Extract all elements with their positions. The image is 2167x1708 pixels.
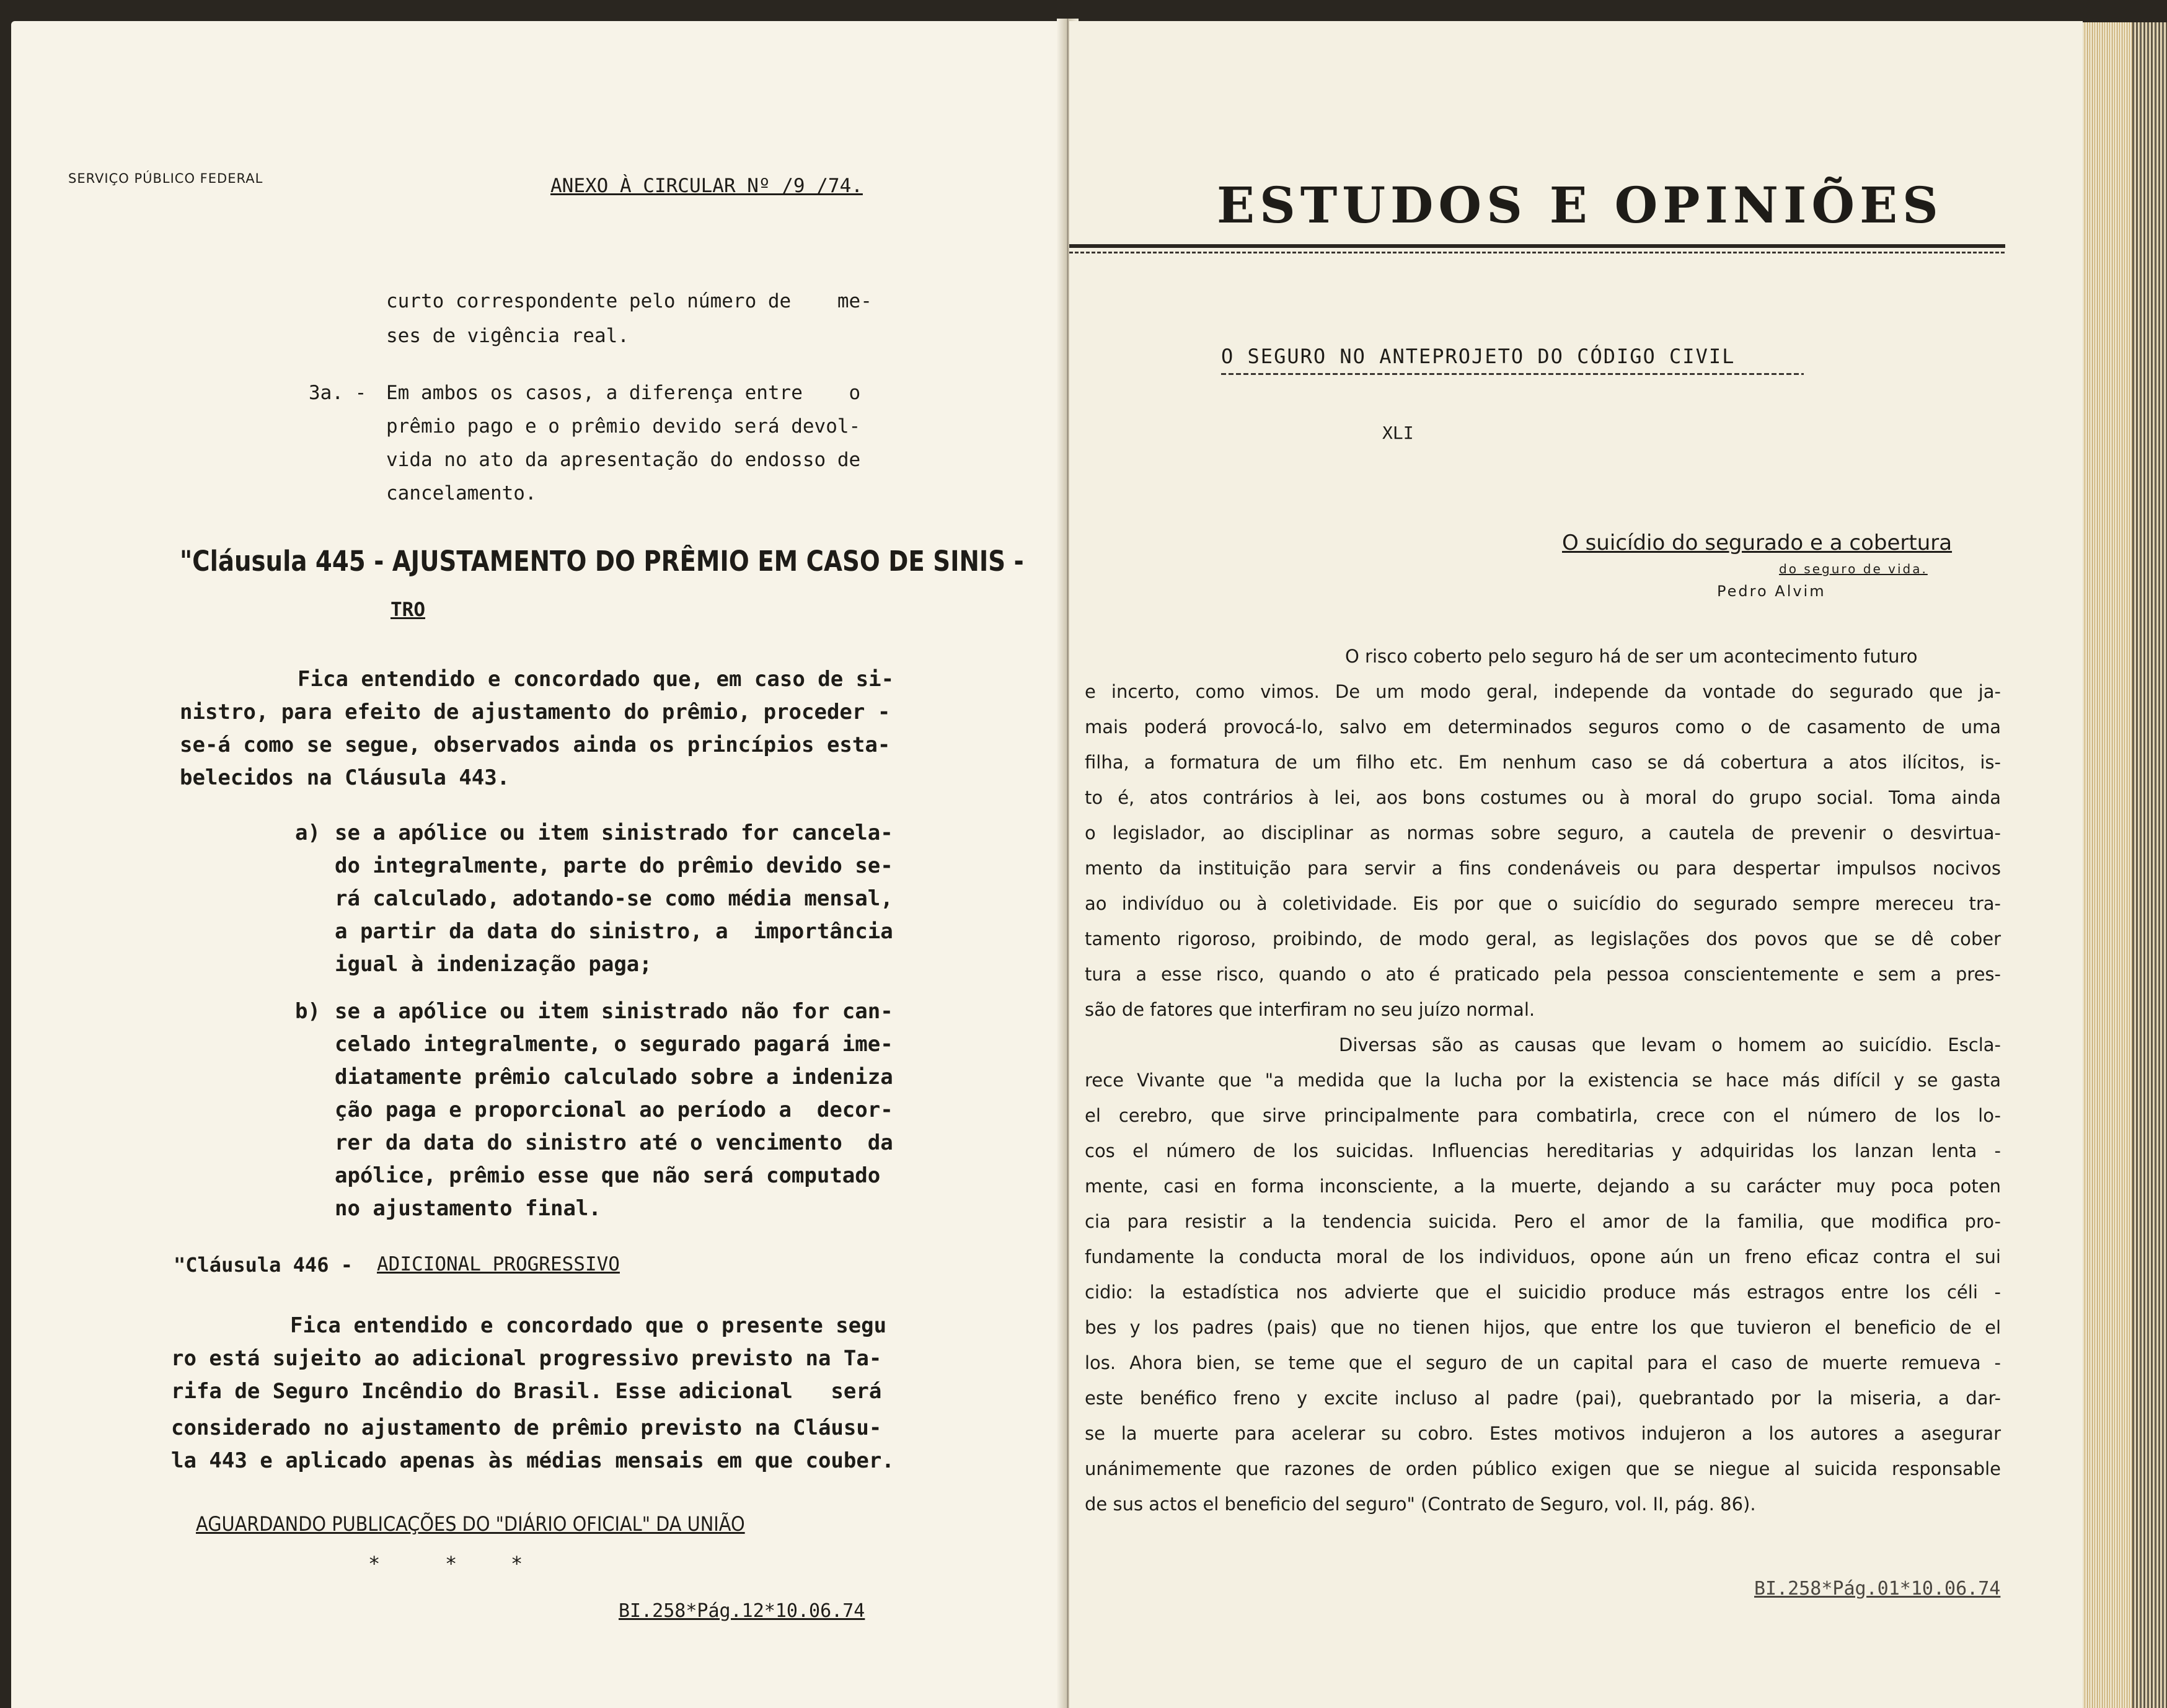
body-line: fundamente la conducta moral de los individuos, opone aún un freno eficaz contra el sui: [1085, 1246, 2001, 1267]
body-line: de sus actos el beneficio del seguro" (Contrato de Seguro, vol. II, pág. 86).: [1085, 1494, 1756, 1515]
header-agency: SERVIÇO PÚBLICO FEDERAL: [68, 171, 263, 186]
body-line: e incerto, como vimos. De um modo geral, independe da vontade do segurado que ja-: [1085, 681, 2001, 702]
masthead-title: ESTUDOS E OPINIÕES: [1217, 176, 1943, 234]
clause-446-title: ADICIONAL PROGRESSIVO: [377, 1253, 620, 1275]
text-line: se-á como se segue, observados ainda os princípios esta-: [180, 733, 891, 757]
publication-note: AGUARDANDO PUBLICAÇÕES DO "DIÁRIO OFICIAL" DA UNIÃO: [196, 1512, 745, 1536]
body-line: ao indivíduo ou à coletividade. Eis por que o suicídio do segurado sempre mereceu tra-: [1085, 893, 2001, 914]
body-line: rece Vivante que "a medida que la lucha por la existencia se hace más difícil y se gasta: [1085, 1070, 2001, 1091]
body-line: to é, atos contrários à lei, aos bons costumes ou à moral do grupo social. Toma ainda: [1085, 787, 2001, 808]
text-line: ro está sujeito ao adicional progressivo previsto na Ta-: [171, 1346, 882, 1371]
star: *: [368, 1552, 381, 1575]
text-line: apólice, prêmio esse que não será computado: [335, 1163, 881, 1188]
page-edges-dark: [2132, 22, 2167, 1708]
masthead-rule: [1069, 244, 2005, 248]
text-line: igual à indenização paga;: [335, 952, 652, 977]
text-line: ção paga e proporcional ao período a decor-: [335, 1098, 893, 1122]
body-line: tamento rigoroso, proibindo, de modo geral, as legislações dos povos que se dê cober: [1085, 928, 2001, 949]
body-line: Diversas são as causas que levam o homem ao suicídio. Escla-: [1339, 1034, 2001, 1055]
text-line: vida no ato da apresentação do endosso de: [386, 449, 861, 471]
page-reference: BI.258*Pág.12*10.06.74: [619, 1600, 865, 1622]
clause-446-prefix: "Cláusula 446 -: [174, 1253, 365, 1277]
text-line: Em ambos os casos, a diferença entre o: [386, 382, 861, 404]
series-title: O SEGURO NO ANTEPROJETO DO CÓDIGO CIVIL: [1221, 345, 1736, 368]
text-line: rer da data do sinistro até o vencimento da: [335, 1130, 893, 1155]
left-page: [11, 21, 1065, 1708]
text-line: a partir da data do sinistro, a importância: [335, 919, 893, 944]
body-line: unánimemente que razones de orden público exigen que se niegue al suicida responsable: [1085, 1458, 2001, 1479]
series-title-rule: [1221, 373, 1804, 375]
page-reference: BI.258*Pág.01*10.06.74: [1754, 1578, 2001, 1600]
text-line: prêmio pago e o prêmio devido será devol-: [386, 415, 861, 438]
header-annex: ANEXO À CIRCULAR Nº /9 /74.: [550, 175, 863, 197]
text-line: Fica entendido e concordado que o presente segu: [290, 1313, 887, 1338]
body-line: o legislador, ao disciplinar as normas sobre seguro, a cautela de prevenir o desvirtua-: [1085, 822, 2001, 843]
body-line: cia para resistir a la tendencia suicida. Pero el amor de la familia, que modifica pro-: [1085, 1211, 2001, 1232]
clause-445-title-cont: TRO: [391, 599, 425, 621]
text-line: considerado no ajustamento de prêmio previsto na Cláusu-: [171, 1415, 882, 1440]
text-line: la 443 e aplicado apenas às médias mensais em que couber.: [171, 1448, 894, 1473]
text-line: no ajustamento final.: [335, 1196, 601, 1221]
text-line: do integralmente, parte do prêmio devido se-: [335, 853, 893, 878]
text-line: cancelamento.: [386, 482, 537, 504]
body-line: tura a esse risco, quando o ato é praticado pela pessoa conscientemente e sem a pres-: [1085, 964, 2001, 985]
text-line: nistro, para efeito de ajustamento do prêmio, proceder -: [180, 700, 891, 724]
body-line: el cerebro, que sirve principalmente para combatirla, crece con el número de los lo-: [1085, 1105, 2001, 1126]
body-line: cos el número de los suicidas. Influencias hereditarias y adquiridas los lanzan lenta -: [1085, 1140, 2001, 1161]
article-title: O suicídio do segurado e a cobertura: [1562, 530, 1953, 555]
body-line: mento da instituição para servir a fins condenáveis ou para despertar impulsos nocivos: [1085, 858, 2001, 879]
text-line: curto correspondente pelo número de me-: [386, 290, 872, 312]
body-line: este benéfico freno y excite incluso al padre (pai), quebrantado por la miseria, a dar-: [1085, 1388, 2001, 1409]
body-line: mente, casi en forma inconsciente, a la muerte, dejando a su carácter muy poca poten: [1085, 1176, 2001, 1197]
right-page: [1069, 21, 2083, 1708]
text-line: ses de vigência real.: [386, 325, 629, 347]
body-line: los. Ahora bien, se teme que el seguro de un capital para el caso de muerte remueva -: [1085, 1352, 2001, 1373]
body-line: bes y los padres (pais) que no tienen hijos, que entre los que tuvieron el beneficio de el: [1085, 1317, 2001, 1338]
item-label: b): [295, 999, 320, 1024]
clause-445-title: "Cláusula 445 - AJUSTAMENTO DO PRÊMIO EM CASO DE SINIS -: [180, 545, 1024, 578]
series-number: XLI: [1382, 423, 1414, 443]
text-line: se a apólice ou item sinistrado for cancela-: [335, 821, 893, 845]
star: *: [445, 1552, 457, 1575]
text-line: Fica entendido e concordado que, em caso de si-: [298, 667, 894, 692]
article-title-cont: do seguro de vida.: [1779, 561, 1928, 576]
text-line: belecidos na Cláusula 443.: [180, 765, 510, 790]
item-label: 3a. -: [309, 382, 367, 404]
article-author: Pedro Alvim: [1717, 583, 1826, 600]
body-line: mais poderá provocá-lo, salvo em determinados seguros como o de casamento de uma: [1085, 716, 2001, 737]
text-line: rá calculado, adotando-se como média mensal,: [335, 886, 893, 911]
masthead-rule-thin: [1069, 252, 2005, 253]
text-line: diatamente prêmio calculado sobre a indeniza: [335, 1065, 893, 1090]
body-line: filha, a formatura de um filho etc. Em nenhum caso se dá cobertura a atos ilícitos, is-: [1085, 752, 2001, 773]
text-line: rifa de Seguro Incêndio do Brasil. Esse adicional será: [171, 1379, 882, 1404]
body-line: O risco coberto pelo seguro há de ser um acontecimento futuro: [1345, 646, 1918, 667]
text-line: se a apólice ou item sinistrado não for can-: [335, 999, 893, 1024]
text-line: celado integralmente, o segurado pagará ime-: [335, 1032, 893, 1057]
body-line: cidio: la estadística nos advierte que el suicidio produce más estragos entre los céli -: [1085, 1282, 2001, 1303]
item-label: a): [295, 821, 320, 845]
star: *: [511, 1552, 523, 1575]
body-line: se la muerte para acelerar su cobro. Estes motivos indujeron a los autores a asegurar: [1085, 1423, 2001, 1444]
body-line: são de fatores que interfiram no seu juízo normal.: [1085, 999, 1535, 1020]
